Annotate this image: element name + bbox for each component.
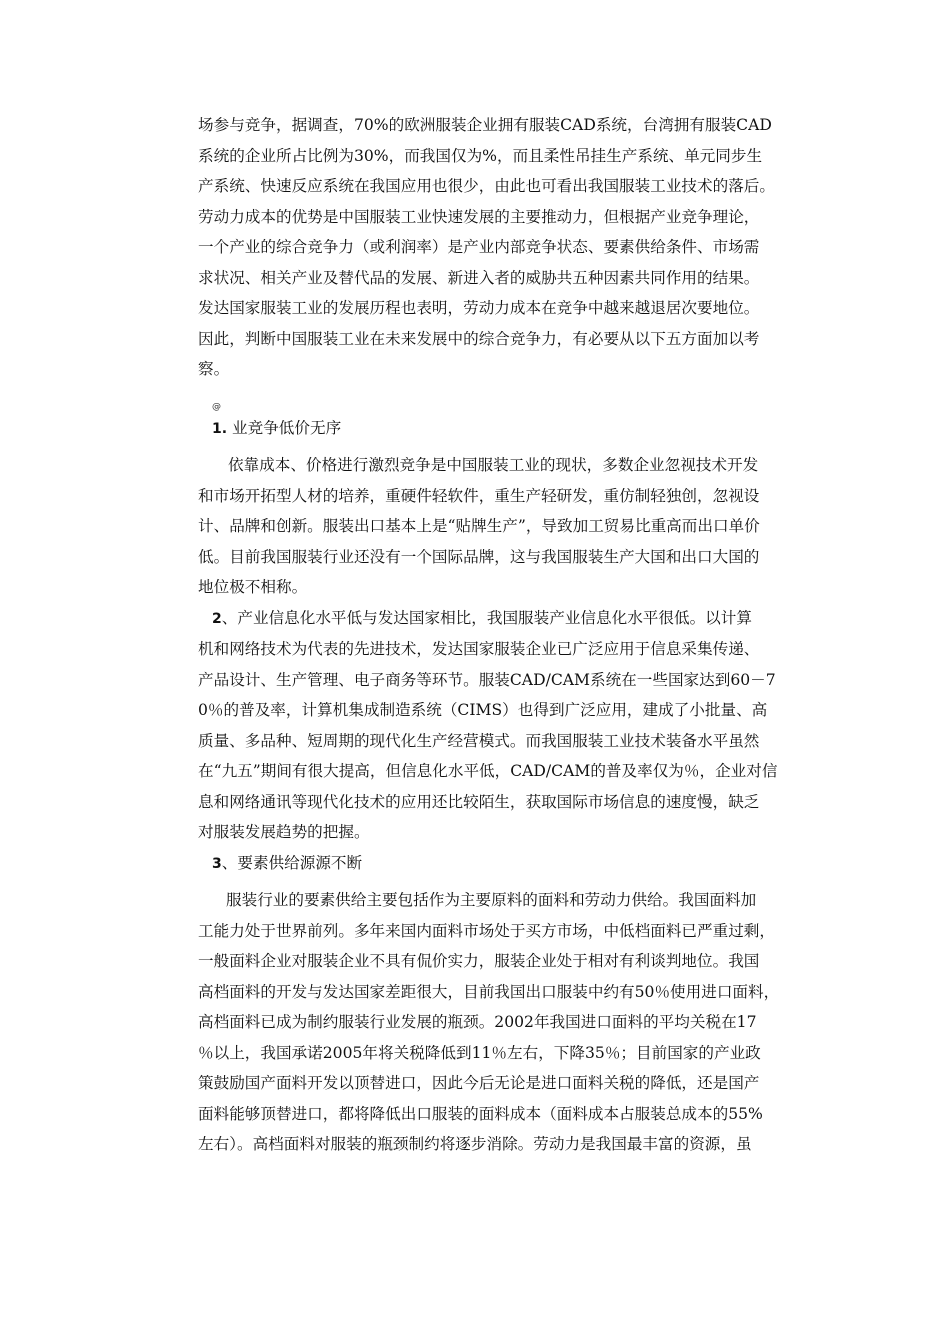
section-heading-3	[212, 848, 820, 880]
text-line: 面料能够顶替进口，都将降低出口服装的面料成本（面料成本占服装总成本的55%	[198, 1104, 763, 1123]
text-line: 服装行业的要素供给主要包括作为主要原料的面料和劳动力供给。我国面料加	[226, 891, 757, 909]
heading-number: 3	[212, 855, 222, 872]
section-heading-1	[212, 413, 820, 445]
text-line: 工能力处于世界前列。多年来国内面料市场处于买方市场，中低档面料已严重过剩，	[198, 921, 775, 940]
heading-text: 、产业信息化水平低与发达国家相比，我国服装产业信息化水平很低。以计算	[221, 608, 752, 627]
text-line: 高档面料的开发与发达国家差距很大，目前我国出口服装中约有50％使用进口面料，	[198, 982, 780, 1001]
anchor-mark: @	[212, 401, 221, 412]
section-heading-2	[212, 603, 820, 635]
heading-text: 业竞争低价无序	[227, 418, 342, 437]
text-line: 高档面料已成为制约服装行业发展的瓶颈。2002年我国进口面料的平均关税在17	[198, 1013, 757, 1031]
text-line: 求状况、相关产业及替代品的发展、新进入者的威胁共五种因素共同作用的结果。	[198, 268, 760, 287]
text-line: 质量、多品种、短周期的现代化生产经营模式。而我国服装工业技术装备水平虽然	[198, 731, 760, 750]
text-line: 对服装发展趋势的把握。	[198, 823, 370, 841]
text-line: 场参与竞争，据调查，70%的欧洲服装企业拥有服装CAD系统，台湾拥有服装CAD	[198, 116, 772, 134]
text-line: 和市场开拓型人材的培养，重硬件轻软件，重生产轻研发，重仿制轻独创，忽视设	[198, 486, 760, 505]
document-body	[198, 110, 820, 1160]
section-1-paragraph	[198, 450, 820, 603]
heading-number: 2	[212, 610, 222, 627]
text-line: 在“九五”期间有很大提高，但信息化水平低，CAD/CAM的普及率仅为％，企业对信	[198, 762, 778, 780]
text-line: 计、品牌和创新。服装出口基本上是“贴牌生产”，导致加工贸易比重高而出口单价	[198, 517, 760, 535]
section-2-paragraph	[198, 603, 820, 848]
text-line: 0％的普及率，计算机集成制造系统（CIMS）也得到广泛应用，建成了小批量、高	[198, 701, 768, 719]
text-line: 发达国家服装工业的发展历程也表明，劳动力成本在竞争中越来越退居次要地位。	[198, 299, 760, 317]
section-3-paragraph	[198, 885, 820, 1160]
intro-paragraph	[198, 110, 820, 385]
text-line: 策鼓励国产面料开发以顶替进口，因此今后无论是进口面料关税的降低，还是国产	[198, 1074, 760, 1092]
heading-number: 1.	[212, 420, 228, 437]
text-line: 产品设计、生产管理、电子商务等环节。服装CAD/CAM系统在一些国家达到60－7	[198, 670, 776, 689]
text-line: 产系统、快速反应系统在我国应用也很少，由此也可看出我国服装工业技术的落后。	[198, 177, 775, 195]
text-line: 地位极不相称。	[198, 578, 308, 596]
heading-text: 、要素供给源源不断	[221, 853, 363, 872]
text-line: 察。	[198, 360, 230, 378]
text-line: 低。目前我国服装行业还没有一个国际品牌，这与我国服装生产大国和出口大国的	[198, 547, 760, 566]
text-line: 系统的企业所占比例为30%，而我国仅为%，而且柔性吊挂生产系统、单元同步生	[198, 146, 763, 165]
text-line: 一个产业的综合竞争力（或利润率）是产业内部竞争状态、要素供给条件、市场需	[198, 238, 760, 256]
text-line: 左右）。高档面料对服装的瓶颈制约将逐步消除。劳动力是我国最丰富的资源，虽	[198, 1135, 752, 1153]
text-line: ％以上，我国承诺2005年将关税降低到11％左右，下降35％；目前国家的产业政	[198, 1043, 761, 1062]
text-line: 机和网络技术为代表的先进技术，发达国家服装企业已广泛应用于信息采集传递、	[198, 640, 760, 658]
text-line: 因此，判断中国服装工业在未来发展中的综合竞争力，有必要从以下五方面加以考	[198, 329, 760, 348]
text-line: 劳动力成本的优势是中国服装工业快速发展的主要推动力，但根据产业竞争理论，	[198, 207, 760, 226]
text-line: 息和网络通讯等现代化技术的应用还比较陌生，获取国际市场信息的速度慢，缺乏	[198, 792, 760, 811]
text-line: 依靠成本、价格进行激烈竞争是中国服装工业的现状，多数企业忽视技术开发	[228, 456, 759, 474]
text-line: 一般面料企业对服装企业不具有侃价实力，服装企业处于相对有利谈判地位。我国	[198, 952, 760, 970]
